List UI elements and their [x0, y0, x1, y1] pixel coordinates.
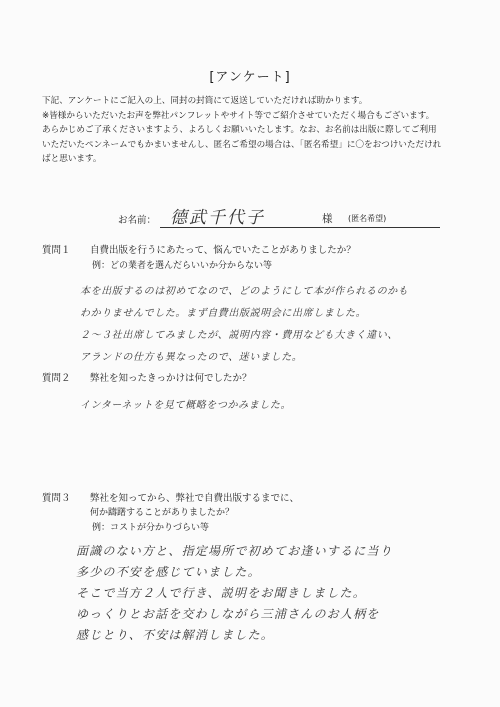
anonymous-option: (匿名希望) — [348, 214, 387, 223]
answer-line: アランドの仕方も異なったので、迷いました。 — [80, 352, 303, 363]
intro-line: いただいたペンネームでもかまいませんし、匿名ご希望の場合は、「匿名希望」に〇をおつけいただけれ — [42, 139, 442, 150]
answer-line: 多少の不安を感じていました。 — [76, 565, 261, 579]
question-text: 弊社を知ったきっかけは何でしたか？ — [90, 373, 252, 384]
answer-line: 面識のない方と、指定場所で初めてお逢いするに当り — [76, 544, 393, 558]
name-label: お名前： — [118, 215, 157, 226]
answer-line: ゆっくりとお話を交わしながら三浦さんのお人柄を — [76, 607, 380, 621]
name-underline — [160, 227, 440, 228]
intro-line: あらかじめご了承くださいますよう、よろしくお願いいたします。なお、お名前は出版に際してご利用 — [42, 125, 437, 135]
question-example: 例：どの業者を選んだらいいか分からない等 — [92, 261, 273, 271]
question-text: 弊社を知ってから、弊社で自費出版するまでに、 — [90, 493, 300, 504]
question-text: 自費出版を行うにあたって、悩んでいたことがありましたか？ — [90, 245, 356, 256]
question-label: 質問１ — [42, 245, 71, 256]
name-field — [118, 206, 458, 230]
answer-line: わかりませんでした。まず自費出版説明会に出席しました。 — [80, 308, 367, 319]
question-label: 質問３ — [42, 493, 71, 504]
question-2 — [42, 370, 252, 384]
name-value: 德武千代子 — [170, 208, 265, 228]
question-3 — [42, 490, 299, 504]
intro-line: ※皆様からいただいたお声を弊社パンフレットやサイト等でご紹介させていただく場合もございます。 — [42, 110, 435, 121]
question-label: 質問２ — [42, 373, 71, 384]
answer-line: そこで当方２人で行き、説明をお聞きしました。 — [76, 586, 366, 600]
page-title: [アンケート] — [209, 70, 291, 85]
answer-line: ２～３社出席してみましたが、説明内容・費用なども大きく違い、 — [80, 330, 398, 341]
question-1 — [42, 242, 356, 256]
answer-line: 本を出版するのは初めてなので、どのようにして本が作られるのかも — [80, 286, 409, 297]
honorific: 様 — [322, 213, 333, 225]
intro-text — [42, 94, 472, 167]
answer-line: 感じとり、不安は解消しました。 — [76, 628, 275, 642]
question-example: 例：コストが分かりづらい等 — [92, 523, 210, 533]
intro-line: 下記、アンケートにご記入の上、同封の封筒にて返送していただければ助かります。 — [42, 96, 368, 106]
question-text-cont: 何か躊躇することがありましたか？ — [90, 508, 235, 518]
intro-line: ばと思います。 — [42, 154, 102, 164]
answer-line: インターネットを見て概略をつかみました。 — [80, 400, 292, 411]
